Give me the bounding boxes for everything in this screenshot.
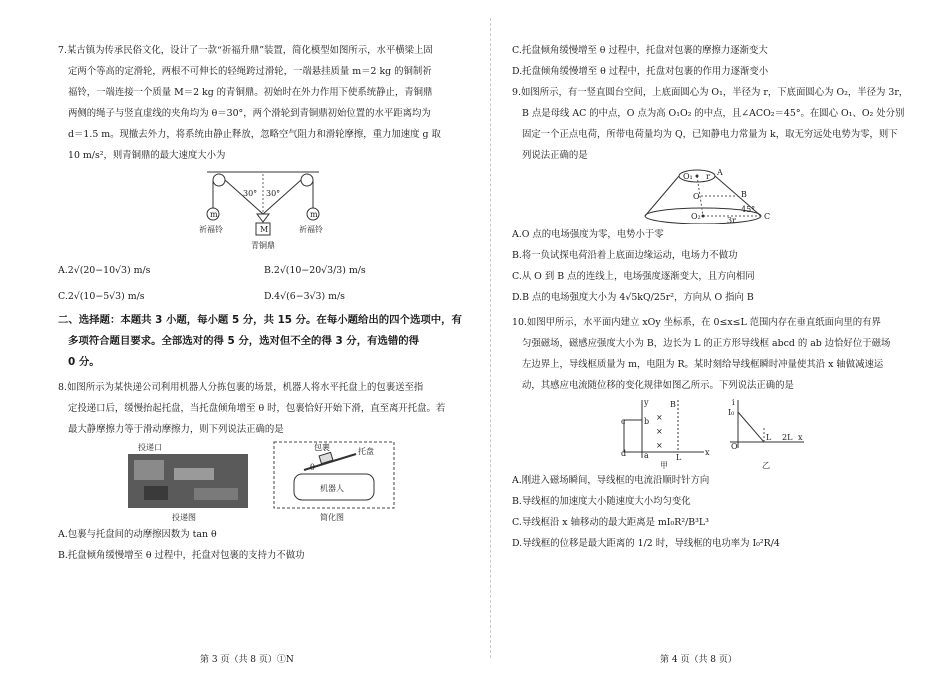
q7-line: d＝1.5 m。现撤去外力，将系统由静止释放，忽略空气阻力和滑轮摩擦，重力加速度 g 取 [68, 129, 441, 140]
question-8 [58, 377, 470, 440]
l-label-jia: L [676, 453, 682, 462]
d-corner: d [621, 449, 627, 458]
origin-label: O [731, 442, 738, 451]
mass-ding-label: M [260, 225, 269, 234]
q10-line: 左边界上，导线框质量为 m，电阻为 R。某时刻给导线框瞬时冲量使其沿 x 轴做减速运 [522, 359, 884, 370]
tray-label: 托盘 [358, 447, 374, 456]
q7-option-b[interactable]: B.2√(10−20√3/3) m/s [264, 265, 366, 276]
q8-option-d[interactable]: D.托盘倾角缓慢增至 θ 过程中，托盘对包裹的作用力逐渐变小 [512, 66, 769, 77]
q7-pulley-figure [199, 166, 329, 258]
q9-option-c[interactable]: C.从 O 到 B 点的连线上，电场强度逐渐变大，且方向相同 [512, 271, 755, 282]
ding-hook [257, 214, 269, 222]
o1-label: O₁ [683, 172, 693, 181]
q8-line: 8.如图所示为某快递公司利用机器人分拣包裹的场景，机器人将水平托盘上的包裹送至指 [58, 382, 424, 393]
q9-option-b[interactable]: B.将一负试探电荷沿着上底面边缘运动，电场力不做功 [512, 250, 738, 261]
port-label: 投递口 [138, 443, 162, 452]
photo-detail [144, 486, 168, 500]
photo-detail [194, 488, 238, 500]
photo-caption: 投递图 [172, 513, 196, 522]
field-mark: × [656, 413, 663, 422]
q10-line: 10.如图甲所示，水平面内建立 xOy 坐标系，在 0≤x≤L 范围内存在垂直纸面向里的有界 [512, 317, 881, 328]
footer-left: 第 3 页（共 8 页）①N [200, 655, 294, 665]
section-2-heading [58, 310, 470, 373]
q7-option-a[interactable]: A.2√(20−10√3) m/s [58, 265, 151, 276]
q9-line: 列说法正确的是 [522, 150, 588, 161]
q8-robot-figure [124, 440, 404, 524]
package-label: 包裹 [314, 443, 330, 452]
caption-jia: 甲 [660, 461, 668, 470]
q9-line: B 点是母线 AC 的中点，O 点为高 O₁O₂ 的中点，且∠ACO₂＝45°。在圆心 O₁、O₂ 处分别 [522, 108, 905, 119]
question-9 [512, 82, 912, 166]
current-curve [738, 412, 764, 442]
angle-label: 45° [741, 205, 756, 214]
field-mark: × [656, 427, 663, 436]
q10-option-b[interactable]: B.导线框的加速度大小随速度大小均匀变化 [512, 496, 691, 507]
q9-frustum-figure [637, 166, 787, 224]
section-2-line: 0 分。 [68, 356, 100, 368]
q10-option-c[interactable]: C.导线框沿 x 轴移动的最大距离是 mI₀R²/B³L³ [512, 517, 709, 528]
a-corner: a [644, 451, 649, 460]
o2-label: O₂ [691, 212, 701, 221]
l-label-yi: L [766, 433, 772, 442]
3r-label: 3r [727, 216, 736, 224]
pulley-left [213, 174, 225, 186]
sketch-caption: 简化图 [320, 513, 344, 522]
angle-left-label: 30° [243, 189, 258, 198]
q9-option-d[interactable]: D.B 点的电场强度大小为 4√5kQ/25r²，方向从 O 指向 B [512, 292, 754, 303]
q8-option-b[interactable]: B.托盘倾角缓慢增至 θ 过程中，托盘对包裹的支持力不做功 [58, 550, 305, 561]
q8-line: 最大静摩擦力等于滑动摩擦力，则下列说法正确的是 [68, 424, 284, 435]
pulley-right [301, 174, 313, 186]
o-label: O [693, 192, 700, 201]
sketch-frame [274, 442, 394, 508]
q9-line: 9.如图所示，有一竖直圆台空间，上底面圆心为 O₁，半径为 r，下底面圆心为 O₂，半径为 3r， [512, 87, 909, 98]
q7-line: 福铃，一端连接一个质量 M＝2 kg 的青铜鼎。初始时在外力作用下使系统静止，青铜鼎 [68, 87, 433, 98]
c-label: C [764, 212, 771, 221]
section-2-line: 多项符合题目要求。全部选对的得 5 分，选对但不全的得 3 分，有选错的得 [68, 335, 420, 347]
y-label: y [644, 398, 649, 407]
q9-line: 固定一个正点电荷，所带电荷量均为 Q，已知静电力常量为 k，取无穷远处电势为零，则下 [522, 129, 898, 140]
caption-yi: 乙 [762, 461, 770, 470]
q8-option-a[interactable]: A.包裹与托盘间的动摩擦因数为 tan θ [58, 529, 217, 540]
q8-option-c[interactable]: C.托盘倾角缓慢增至 θ 过程中，托盘对包裹的摩擦力逐渐变大 [512, 45, 768, 56]
2l-label-yi: 2L [782, 433, 793, 442]
center-o1 [696, 175, 699, 178]
i0-label: I₀ [728, 408, 735, 417]
q7-options [58, 258, 470, 310]
page-left [58, 40, 470, 566]
ding-label: 青铜鼎 [251, 241, 275, 250]
robot-label: 机器人 [320, 484, 344, 493]
i-label: i [732, 398, 735, 407]
mass-left-label: m [210, 210, 218, 219]
q9-option-a[interactable]: A.O 点的电场强度为零，电势小于零 [512, 229, 664, 240]
photo-detail [174, 468, 214, 480]
q10-line: 匀强磁场，磁感应强度大小为 B，边长为 L 的正方形导线框 abcd 的 ab 边恰好位于磁场 [522, 338, 891, 349]
field-mark: × [656, 441, 663, 450]
section-2-line: 二、选择题：本题共 3 小题，每小题 5 分，共 15 分。在每小题给出的四个选项中，有 [58, 314, 462, 326]
q10-line: 动，其感应电流随位移的变化规律如图乙所示。下列说法正确的是 [522, 380, 794, 391]
q8-line: 定投递口后，缓慢抬起托盘，当托盘倾角增至 θ 时，包裹恰好开始下滑，直至离开托盘。若 [68, 403, 446, 414]
b-corner: b [644, 417, 650, 426]
photo-detail [134, 460, 164, 480]
q7-line: 7.某古镇为传承民俗文化，设计了一款“祈福升鼎”装置，简化模型如图所示，水平横梁上固 [58, 45, 433, 56]
x-label-yi: x [798, 433, 803, 442]
q7-line: 定两个等高的定滑轮，两根不可伸长的轻绳跨过滑轮，一端悬挂质量 m＝2 kg 的铜制祈 [68, 66, 432, 77]
question-7 [58, 40, 470, 166]
q7-line: 10 m/s²，则青铜鼎的最大速度大小为 [68, 150, 226, 161]
center-o2 [702, 215, 705, 218]
page-divider [490, 18, 491, 658]
c-corner: c [621, 417, 626, 426]
q7-option-c[interactable]: C.2√(10−5√3) m/s [58, 291, 145, 302]
q7-line: 两侧的绳子与竖直虚线的夹角均为 θ＝30°，两个滑轮到青铜鼎初始位置的水平距离均为 [68, 108, 431, 119]
theta-label: θ [310, 463, 315, 472]
footer-right: 第 4 页（共 8 页） [660, 655, 737, 665]
x-label-jia: x [705, 448, 710, 457]
r-label: r [706, 172, 710, 181]
bell-left-label: 祈福铃 [199, 225, 223, 234]
bell-right-label: 祈福铃 [299, 225, 323, 234]
q7-option-d[interactable]: D.4√(6−3√3) m/s [264, 291, 345, 302]
question-10 [512, 312, 912, 396]
mass-right-label: m [310, 210, 318, 219]
q10-option-a[interactable]: A.刚进入磁场瞬间，导线框的电流沿顺时针方向 [512, 475, 710, 486]
b-label: B [741, 190, 747, 199]
angle-right-label: 30° [266, 189, 281, 198]
a-label: A [717, 168, 723, 177]
q10-option-d[interactable]: D.导线框的位移是最大距离的 1/2 时，导线框的电功率为 I₀²R/4 [512, 538, 780, 549]
b-field-label: B [670, 400, 676, 409]
q10-figure [612, 396, 812, 470]
page-right [512, 40, 912, 554]
wire-frame [624, 420, 642, 452]
